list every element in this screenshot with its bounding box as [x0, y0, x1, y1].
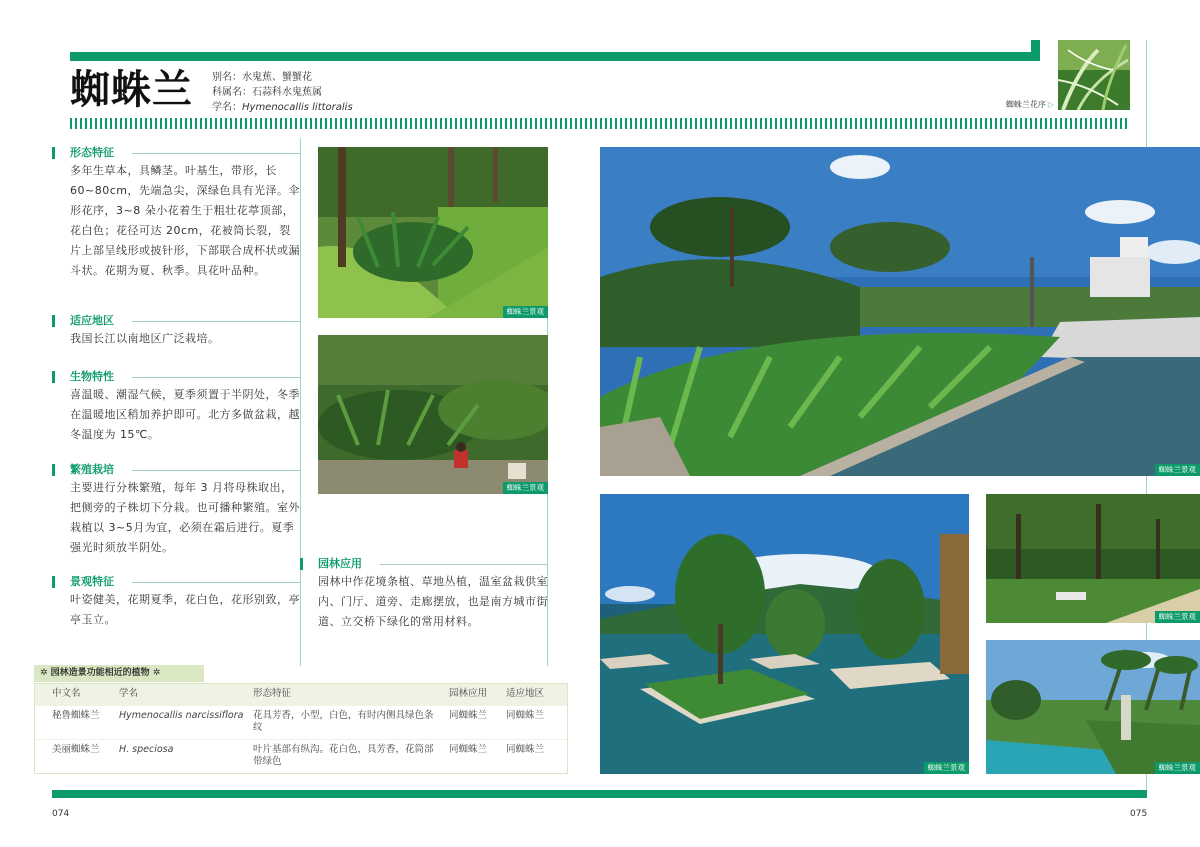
- photo-caption: 蜘蛛兰景观: [1155, 464, 1200, 476]
- column-header: 学名: [119, 688, 139, 699]
- landscape-photo-2: [318, 335, 548, 494]
- related-plants-table: [34, 683, 568, 774]
- table-row: 美丽蜘蛛兰 H. speciosa 叶片基部有纵沟。花白色，具芳香，花筒部带绿色 同蜘蛛兰 同蜘蛛兰: [35, 739, 567, 773]
- section-body: 主要进行分株繁殖，每年 3 月将母株取出，把侧旁的子株切下分栽。也可播种繁殖。室外栽植以 3~5月为宜，必须在霜后进行。夏季强光时须放半阴处。: [70, 481, 300, 554]
- section-body: 多年生草本，具鳞茎。叶基生，带形，长60~80cm，先端急尖，深绿色具有光泽。伞形花序，3~8 朵小花着生于粗壮花葶顶部，花白色；花径可达 20cm，花被筒长裂，裂片上部呈线形或披针形，下部联合成杯状或漏斗状。花期为夏、秋季。具花叶品种。: [70, 164, 300, 277]
- page-title: 蜘蛛兰: [70, 67, 193, 113]
- column-header: 形态特征: [253, 688, 292, 699]
- landscape-photo-3: [600, 147, 1200, 476]
- section-heading: 景观特征: [70, 575, 114, 588]
- scientific-name: Hymenocallis littoralis: [242, 102, 353, 113]
- section-body: 我国长江以南地区广泛栽培。: [70, 332, 220, 345]
- landscape-photo-4: [600, 494, 969, 774]
- section-heading: 繁殖栽培: [70, 463, 114, 476]
- landscape-photo-5: [986, 494, 1200, 623]
- footer-bar: [52, 790, 1147, 798]
- alias: 水鬼蕉、蟹蟹花: [242, 72, 312, 83]
- photo-caption: 蜘蛛兰景观: [503, 306, 549, 318]
- table-row: 秘鲁蜘蛛兰 Hymenocallis narcissiflora 花具芳香，小型，白色，有时内侧具绿色条纹 同蜘蛛兰 同蜘蛛兰: [35, 705, 567, 739]
- thumbnail-caption: 蜘蛛兰花序 ▷: [1005, 100, 1054, 109]
- photo-caption: 蜘蛛兰景观: [503, 482, 549, 494]
- header-bar: [70, 52, 1040, 61]
- family: 石蒜科水鬼蕉属: [252, 87, 322, 98]
- plant-meta: 别名：水鬼蕉、蟹蟹花 科属名：石蒜科水鬼蕉属 学名：Hymenocallis littoralis: [212, 72, 353, 113]
- header-bar-end: [1031, 40, 1040, 61]
- section-heading: 生物特性: [70, 370, 114, 383]
- section-body: 喜温暖、潮湿气候，夏季须置于半阴处，冬季在温暖地区稍加养护即可。北方多做盆栽，越冬温度为 15℃。: [70, 388, 300, 441]
- photo-caption: 蜘蛛兰景观: [1155, 762, 1200, 774]
- column-header: 中文名: [52, 688, 81, 699]
- column-header: 适应地区: [506, 688, 545, 699]
- section-body: 园林中作花境条植、草地丛植，温室盆栽供室内、门厅、道旁、走廊摆放，也是南方城市街道、立交桥下绿化的常用材料。: [318, 575, 548, 628]
- landscape-photo-6: [986, 640, 1200, 774]
- section-body: 叶姿健美，花期夏季，花白色，花形别致，亭亭玉立。: [70, 593, 300, 626]
- related-plants-title: ✲ 园林造景功能相近的植物 ✲: [34, 665, 204, 682]
- table-header-row: [35, 684, 567, 705]
- photo-caption: 蜘蛛兰景观: [1155, 611, 1200, 623]
- photo-caption: 蜘蛛兰景观: [924, 762, 970, 774]
- landscape-photo-1: [318, 147, 548, 318]
- column-header: 园林应用: [449, 688, 488, 699]
- header-tick-rule: [70, 118, 1130, 129]
- play-triangle-icon: ▷: [1047, 100, 1054, 109]
- section-heading: 园林应用: [318, 557, 362, 570]
- section-heading: 适应地区: [70, 314, 114, 327]
- inflorescence-thumbnail: [1058, 40, 1130, 110]
- page-number-left: 074: [52, 809, 70, 819]
- section-heading: 形态特征: [70, 146, 114, 159]
- page-number-right: 075: [1130, 809, 1148, 819]
